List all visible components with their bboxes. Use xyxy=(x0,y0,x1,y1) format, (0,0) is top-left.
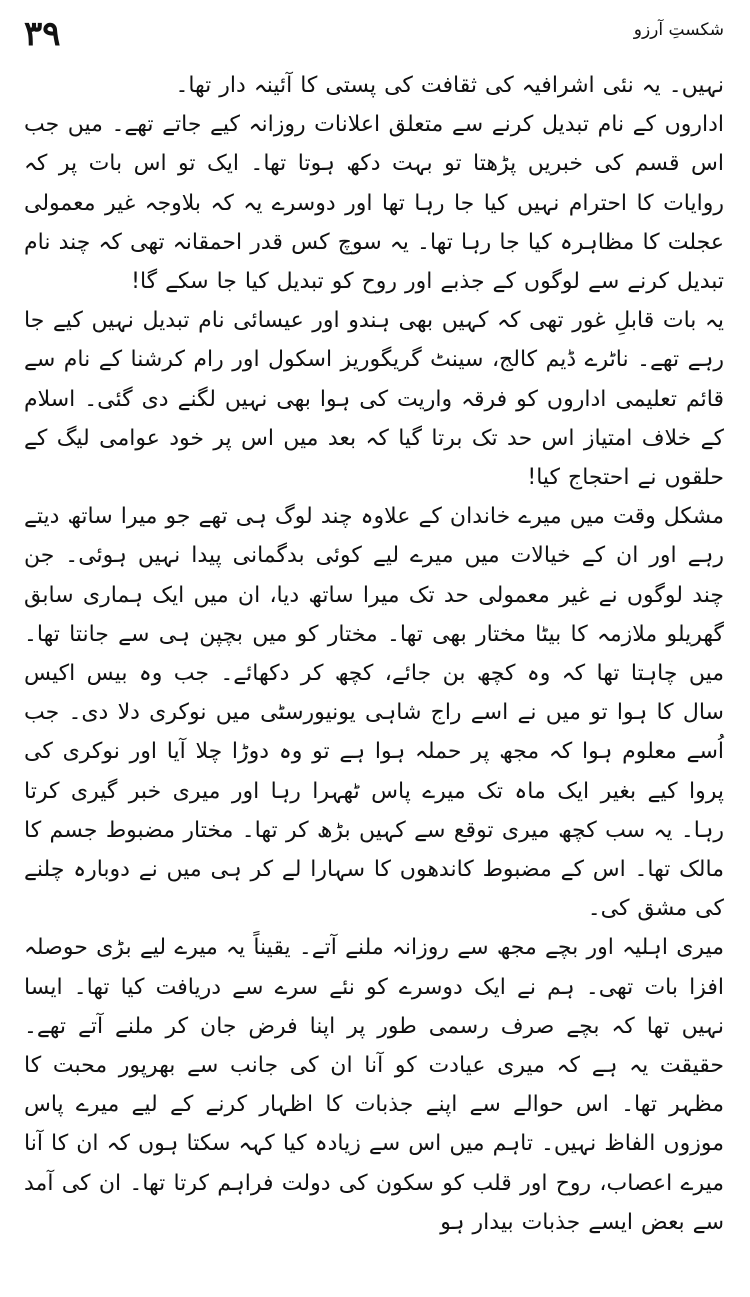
page-number: ۳۹ xyxy=(24,14,61,54)
paragraph: نہیں۔ یہ نئی اشرافیہ کی ثقافت کی پستی کا آئینہ دار تھا۔ xyxy=(175,73,724,98)
running-head-title: شکستِ آرزو xyxy=(633,20,724,40)
paragraph: اداروں کے نام تبدیل کرنے سے متعلق اعلانات روزانہ کیے جاتے تھے۔ میں جب اس قسم کی خبریں پڑھتا تو بہت دکھ ہوتا تھا۔ ایک تو اس بات پر کہ روایات کا احترام نہیں کیا جا رہا تھا اور دوسرے یہ کہ بلاوجہ غیر معمولی عجلت کا مظاہرہ کیا جا رہا تھا۔ یہ سوچ کس قدر احمقانہ تھی کہ چند نام تبدیل کرنے سے لوگوں کے جذبے اور روح کو تبدیل کیا جا سکے گا! xyxy=(24,112,724,295)
paragraph: میری اہلیہ اور بچے مجھ سے روزانہ ملنے آتے۔ یقیناً یہ میرے لیے بڑی حوصلہ افزا بات تھی۔ ہم نے ایک دوسرے کو نئے سرے سے دریافت کیا تھا۔ ایسا نہیں تھا کہ بچے صرف رسمی طور پر اپنا فرض جان کر ملنے آتے تھے۔ حقیقت یہ ہے کہ میری عیادت کو آنا ان کی جانب سے بھرپور محبت کا مظہر تھا۔ اس حوالے سے اپنے جذبات کا اظہار کرنے کے لیے میرے پاس موزوں الفاظ نہیں۔ تاہم میں اس سے زیادہ کیا کہہ سکتا ہوں کہ ان کا آنا میرے اعصاب، روح اور قلب کو سکون کی دولت فراہم کرتا تھا۔ ان کی آمد سے بعض ایسے جذبات بیدار ہو xyxy=(24,935,724,1235)
body-text xyxy=(24,66,724,1242)
paragraph: مشکل وقت میں میرے خاندان کے علاوہ چند لوگ ہی تھے جو میرا ساتھ دیتے رہے اور ان کے خیالات میں میرے لیے کوئی بدگمانی پیدا نہیں ہوئی۔ جن چند لوگوں نے غیر معمولی حد تک میرا ساتھ دیا، ان میں ایک ہماری سابق گھریلو ملازمہ کا بیٹا مختار بھی تھا۔ مختار کو میں بچپن ہی سے جانتا تھا۔ میں چاہتا تھا کہ وہ کچھ بن جائے، کچھ کر دکھائے۔ جب وہ بیس اکیس سال کا ہوا تو میں نے اسے راج شاہی یونیورسٹی میں نوکری دلا دی۔ جب اُسے معلوم ہوا کہ مجھ پر حملہ ہوا ہے تو وہ دوڑا چلا آیا اور نوکری کی پروا کیے بغیر ایک ماہ تک میرے پاس ٹھہرا رہا اور میری خبر گیری کرتا رہا۔ یہ سب کچھ میری توقع سے کہیں بڑھ کر تھا۔ مختار مضبوط جسم کا مالک تھا۔ اس کے مضبوط کاندھوں کا سہارا لے کر ہی میں نے دوبارہ چلنے کی مشق کی۔ xyxy=(24,504,724,922)
paragraph: یہ بات قابلِ غور تھی کہ کہیں بھی ہندو اور عیسائی نام تبدیل نہیں کیے جا رہے تھے۔ ناٹرے ڈیم کالج، سینٹ گریگوریز اسکول اور رام کرشنا کے نام سے قائم تعلیمی اداروں کو فرقہ واریت کی ہوا بھی نہیں لگنے دی گئی۔ اسلام کے خلاف امتیاز اس حد تک برتا گیا کہ بعد میں اس پر خود عوامی لیگ کے حلقوں نے احتجاج کیا! xyxy=(24,308,724,491)
